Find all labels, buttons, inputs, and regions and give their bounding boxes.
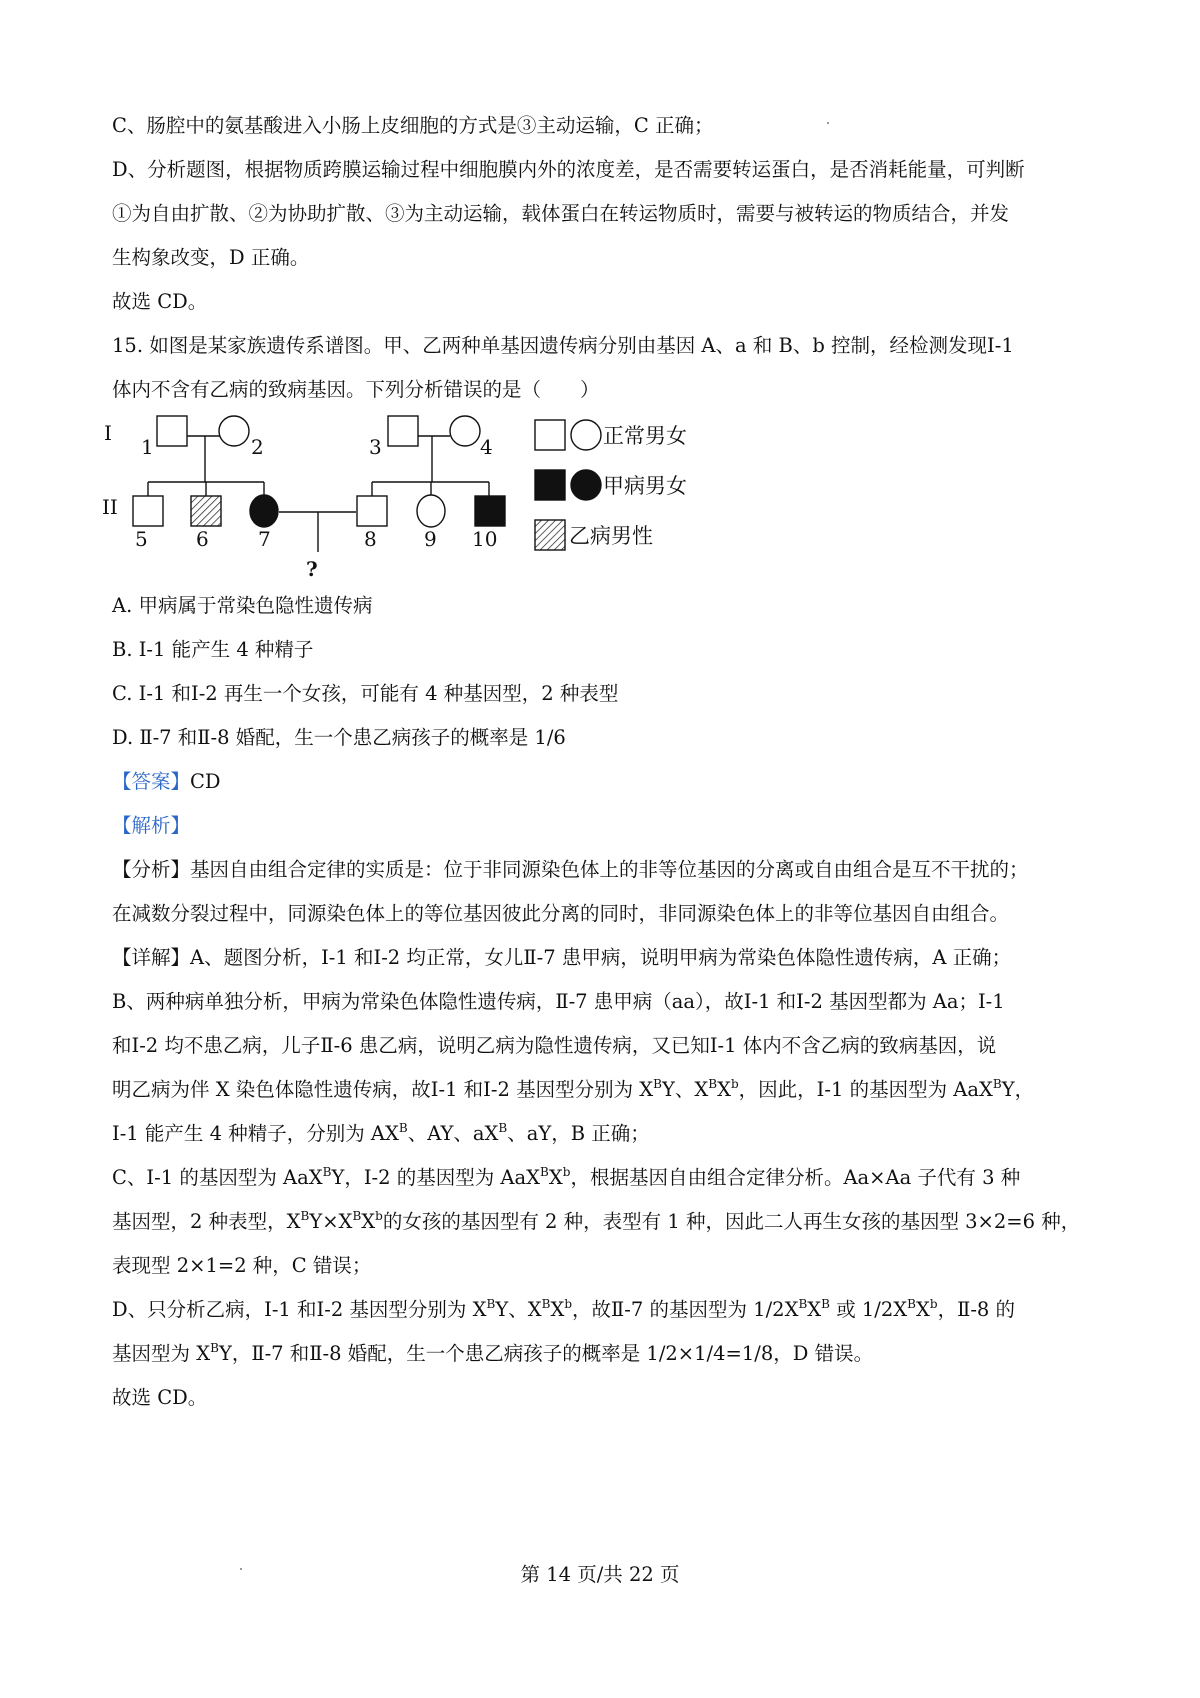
label-1: 1 [141,435,154,459]
question-15-stem-line1: 15. 如图是某家族遗传系谱图。甲、乙两种单基因遗传病分别由基因 A、a 和 B、b 控制，经检测发现Ⅰ-1 [112,334,1014,357]
analysis-tag: 【解析】 [112,814,191,837]
legend-disease-b-male-icon [535,520,565,550]
legend-normal-female-icon [571,420,601,450]
answer-tag: 【答案】 [112,770,191,793]
detail-line1: 【详解】A、题图分析，Ⅰ-1 和Ⅰ-2 均正常，女儿Ⅱ-7 患甲病，说明甲病为常染色体隐性遗传病，A 正确； [112,946,1012,969]
analysis-line1: 【分析】基因自由组合定律的实质是：位于非同源染色体上的非等位基因的分离或自由组合是互不干扰的； [112,858,1029,881]
legend-normal-text: 正常男女 [603,424,687,448]
label-4: 4 [480,435,493,459]
legend-disease-a-text: 甲病男女 [603,474,687,498]
page-footer: 第 14 页/共 22 页 [520,1563,680,1586]
individual-2-normal-female [219,416,249,446]
question-15-stem-line2: 体内不含有乙病的致病基因。下列分析错误的是（ ） [112,378,600,401]
legend-normal-male-icon [535,420,565,450]
prev-choose: 故选 CD。 [112,290,208,313]
generation-label-1: I [104,421,112,445]
individual-3-normal-male [388,416,418,446]
label-5: 5 [135,527,148,551]
analysis-fenxi-tag: 【分析】 [112,858,191,881]
detail-line5: Ⅰ-1 能产生 4 种精子，分别为 $AX^B$、AY、$aX^B$、aY，B 正确； [112,1121,650,1145]
detail-c-line3: 表现型 2×1=2 种，C 错误； [112,1254,372,1277]
analysis-line2: 在减数分裂过程中，同源染色体上的等位基因彼此分离的同时，非同源染色体上的非等位基因自由组合。 [112,902,1010,925]
label-6: 6 [196,527,209,551]
individual-10-disease-a-male [475,496,505,526]
unknown-child-label: ? [306,557,318,581]
detail-tag: 【详解】 [112,946,191,969]
individual-8-normal-male [357,496,387,526]
individual-9-normal-female [417,495,445,527]
detail-line3: 和Ⅰ-2 均不患乙病，儿子Ⅱ-6 患乙病，说明乙病为隐性遗传病，又已知Ⅰ-1 体内不含乙病的致病基因，说 [112,1034,997,1057]
label-10: 10 [472,527,498,551]
prev-option-d-line1: D、分析题图，根据物质跨膜运输过程中细胞膜内外的浓度差，是否需要转运蛋白，是否消耗能量，可判断 [112,158,1025,181]
individual-4-normal-female [450,416,480,446]
option-c: C. Ⅰ-1 和Ⅰ-2 再生一个女孩，可能有 4 种基因型，2 种表型 [112,682,619,705]
individual-1-normal-male [157,416,187,446]
scan-speck [240,1568,242,1570]
detail-d-line1: D、只分析乙病，Ⅰ-1 和Ⅰ-2 基因型分别为 $X^BY$、$X^BX^b$，故Ⅱ-7 的基因型为 $1/2X^BX^B$ 或 $1/2X^BX^b$，Ⅱ-8 的 [112,1297,1016,1321]
answer-line [112,769,221,795]
detail-c-line1: C、Ⅰ-1 的基因型为 AaX$^B$Y，Ⅰ-2 的基因型为 $AaX^BX^b$，根据基因自由组合定律分析。Aa×Aa 子代有 3 种 [112,1165,1021,1189]
prev-option-d-line3: 生构象改变，D 正确。 [112,246,310,269]
prev-option-d-line2: ①为自由扩散、②为协助扩散、③为主动运输，载体蛋白在转运物质时，需要与被转运的物质结合，并发 [112,202,1010,225]
legend-disease-b-text: 乙病男性 [569,524,653,548]
scan-speck [827,122,829,124]
answer-value: CD [190,770,221,793]
individual-5-normal-male [133,496,163,526]
detail-line2: B、两种病单独分析，甲病为常染色体隐性遗传病，Ⅱ-7 患甲病（aa），故Ⅰ-1 和Ⅰ-2 基因型都为 Aa；Ⅰ-1 [112,990,1005,1013]
label-3: 3 [369,435,382,459]
detail-d-line2: 基因型为 $X^BY$，Ⅱ-7 和Ⅱ-8 婚配，生一个患乙病孩子的概率是 1/2×1/4=1/8，D 错误。 [112,1341,874,1365]
detail-c-line2: 基因型，2 种表型，$X^BY\times X^BX^b$的女孩的基因型有 2 种，表型有 1 种，因此二人再生女孩的基因型 3×2=6 种， [112,1209,1081,1233]
label-7: 7 [258,527,271,551]
legend-disease-a-male-icon [535,470,565,500]
legend-disease-a-female-icon [571,470,601,500]
prev-option-c: C、肠腔中的氨基酸进入小肠上皮细胞的方式是③主动运输，C 正确； [112,114,714,137]
option-d: D. Ⅱ-7 和Ⅱ-8 婚配，生一个患乙病孩子的概率是 1/6 [112,726,566,749]
option-a: A. 甲病属于常染色隐性遗传病 [112,594,373,617]
generation-label-2: II [102,495,118,519]
option-b: B. Ⅰ-1 能产生 4 种精子 [112,638,314,661]
label-2: 2 [251,435,264,459]
pedigree-chart [102,421,732,600]
label-9: 9 [424,527,437,551]
individual-7-disease-a-female [250,495,278,527]
detail-line4: 明乙病为伴 X 染色体隐性遗传病，故Ⅰ-1 和Ⅰ-2 基因型分别为 $X^BY$、$X^BX^b$，因此，Ⅰ-1 的基因型为 AaX$^B$Y， [112,1077,1035,1101]
label-8: 8 [364,527,377,551]
final-choose: 故选 CD。 [112,1386,208,1409]
individual-6-disease-b-male [191,496,221,526]
